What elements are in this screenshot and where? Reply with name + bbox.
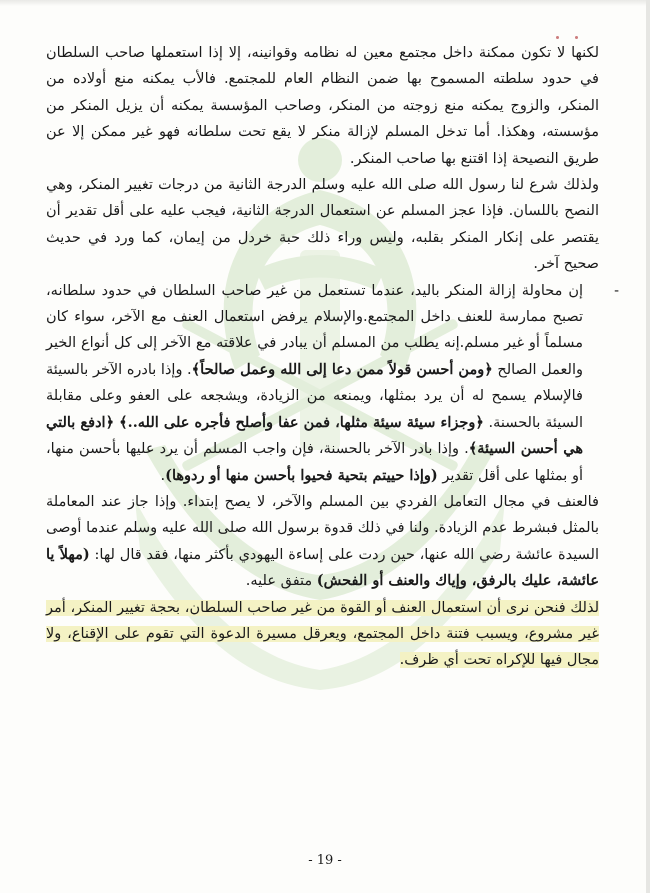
- quran-verse-3: (وإذا حييتم بتحية فحيوا بأحسن منها أو ردوها): [165, 466, 438, 484]
- quran-verse-1: ﴿ومن أحسن قولاً ممن دعا إلى الله وعمل صالحاً﴾: [191, 360, 493, 378]
- quran-verse-2: ﴿وجزاء سيئة سيئة مثلها، فمن عفا وأصلح فأجره على الله..﴾ ﴿ادفع بالتي هي أحسن السيئة﴾: [46, 413, 583, 458]
- paragraph-4-text: فالعنف في مجال التعامل الفردي بين المسلم والآخر، لا يصح إبتداء. وإذا جاز عند المعاملة بالمثل فبشرط عدم الزيادة. ولنا في ذلك قدوة برسول الله صلى الله عليه وسلم عندما أوصى السيدة عائشة رضي الله عنها، حين ردت على إساءة اليهودي بأكثر منها، فقد قال لها:: [46, 493, 599, 563]
- page-number: - 19 -: [308, 853, 342, 868]
- paragraph-3-text: إن محاولة إزالة المنكر باليد، عندما تستعمل من غير صاحب السلطان في حدود سلطانه، تصبح ممارسة للعنف داخل المجتمع.والإسلام يرفض استعمال العنف مع الآخر، سواء كان مسلماً أو غير مسلم.إنه يطلب من المسلم أن يبادر في علاقته مع الآخر إلى كل أنواع الخير والعمل الصالح: [46, 282, 583, 378]
- punch-mark: [556, 36, 559, 39]
- scan-edge-top: [0, 0, 650, 6]
- paragraph-5-highlighted: [46, 595, 599, 674]
- punch-mark: [575, 36, 578, 39]
- paragraph-1: لكنها لا تكون ممكنة داخل مجتمع معين له نظامه وقوانينه، إلا إذا استعملها صاحب السلطان في حدود سلطته المسموح بها ضمن النظام العام للمجتمع. فالأب يمكنه منع أولاده من المنكر، والزوج يمكنه منع زوجته من المنكر، وصاحب المؤسسة يمكنه أن يزيل المنكر من مؤسسته، وهكذا. أما تدخل المسلم لإزالة منكر لا يقع تحت سلطانه فهو غير ممكن إلا عن طريق النصيحة إذا اقتنع بها صاحب المنكر.: [46, 45, 599, 167]
- paragraph-3-text: . وإذا بادر الآخر بالحسنة، فإن واجب المسلم أن يرد عليها بأحسن منها، أو بمثلها على أقل تقدير: [46, 441, 583, 484]
- paragraph-3-text: . وإذا بادره الآخر بالسيئة فالإسلام يسمح له أن يرد بمثلها، ويمنعه من الزيادة، ويشجعه على العفو وعلى مقابلة السيئة بالحسنة.: [46, 361, 583, 431]
- paragraph-3-text: .: [160, 467, 166, 484]
- paragraph-4-text: متفق عليه.: [245, 573, 317, 590]
- highlighted-conclusion: لذلك فنحن نرى أن استعمال العنف أو القوة من غير صاحب السلطان، بحجة تغيير المنكر، أمر غير مشروع، ويسبب فتنة داخل المجتمع، ويعرقل مسيرة الدعوة التي تقوم على الإقناع، ولا مجال فيها للإكراه تحت أي ظرف.: [46, 599, 599, 669]
- paragraph-2: ولذلك شرع لنا رسول الله صلى الله عليه وسلم الدرجة الثانية من درجات تغيير المنكر، وهي النصح باللسان. فإذا عجز المسلم عن استعمال الدرجة الثانية، فيجب عليه على أقل تقدير أن يقتصر على إنكار المنكر بقلبه، وليس وراء ذلك حبة خردل من إيمان، كما ورد في حديث صحيح آخر.: [46, 177, 599, 273]
- hadith-quote: (مهلاً يا عائشة، عليك بالرفق، وإياك والعنف أو الفحش): [46, 545, 599, 590]
- paragraph-3-bullet: [46, 278, 619, 489]
- page-body-text: [46, 40, 619, 674]
- scan-edge-right: [646, 0, 650, 893]
- paragraph-4: [46, 489, 599, 595]
- bullet-dash: -: [614, 282, 619, 299]
